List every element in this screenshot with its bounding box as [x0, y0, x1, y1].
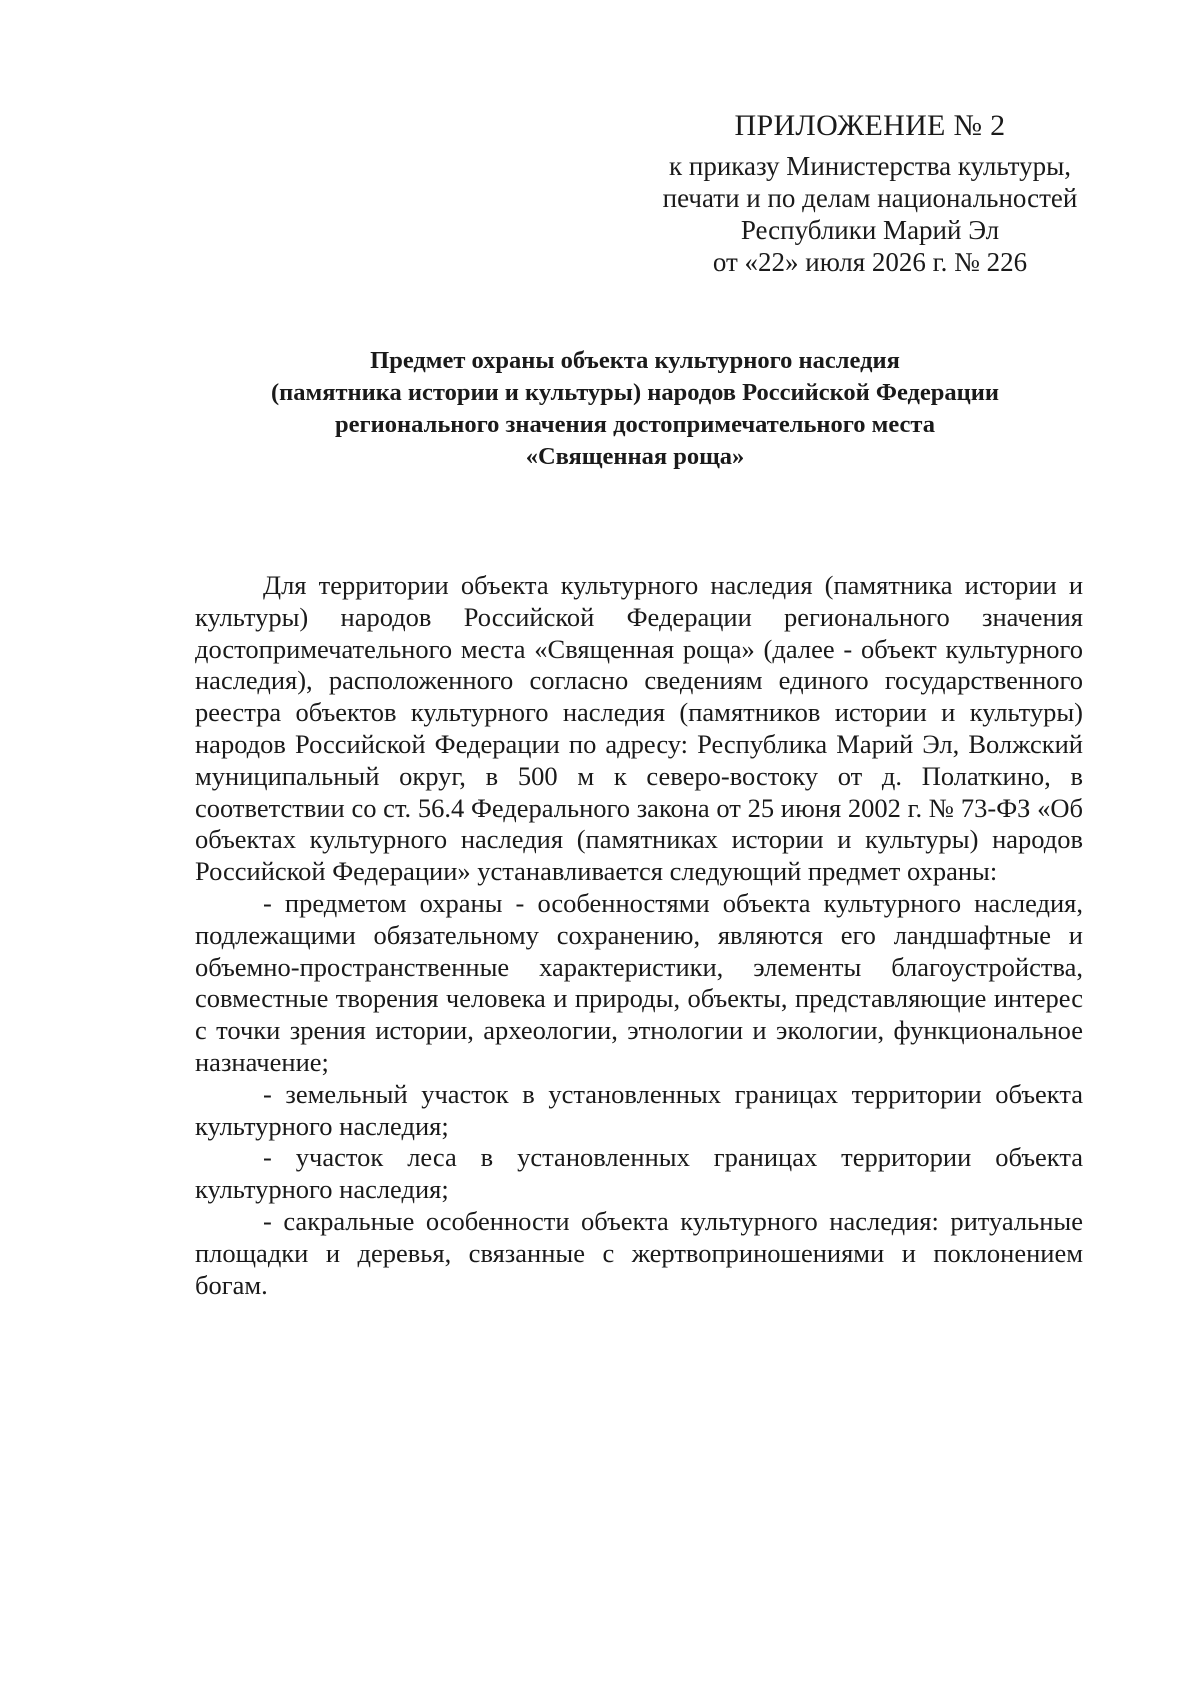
appendix-line-1: к приказу Министерства культуры, [669, 151, 1071, 181]
title-line-3: регионального значения достопримечательного места [335, 411, 935, 438]
appendix-header [640, 108, 1100, 278]
document-title [180, 345, 1090, 473]
document-body [195, 570, 1083, 1301]
intro-paragraph: Для территории объекта культурного наследия (памятника истории и культуры) народов Российской Федерации регионального значения достопримечательного места «Священная роща» (далее - объект культурного наследия), расположенного согласно сведениям единого государственного реестра объектов культурного наследия (памятников истории и культуры) народов Российской Федерации по адресу: Республика Марий Эл, Волжский муниципальный округ, в 500 м к северо-востоку от д. Полаткино, в соответствии со ст. 56.4 Федерального закона от 25 июня 2002 г. № 73-ФЗ «Об объектах культурного наследия (памятниках истории и культуры) народов Российской Федерации» устанавливается следующий предмет охраны: [195, 570, 1083, 887]
appendix-line-3: Республики Марий Эл [740, 215, 1000, 245]
list-item: - земельный участок в установленных границах территории объекта культурного наследия; [195, 1078, 1083, 1141]
title-line-4: «Священная роща» [525, 443, 745, 470]
list-item: - предметом охраны - особенностями объекта культурного наследия, подлежащими обязательному сохранению, являются его ландшафтные и объемно-пространственные характеристики, элементы благоустройства, совместные творения человека и природы, объекты, представляющие интерес с точки зрения истории, археологии, этнологии и экологии, функциональное назначение; [195, 887, 1083, 1077]
title-line-2: (памятника истории и культуры) народов Российской Федерации [271, 379, 999, 406]
list-item: - участок леса в установленных границах территории объекта культурного наследия; [195, 1142, 1083, 1205]
appendix-line-2: печати и по делам национальностей [662, 183, 1078, 213]
title-line-1: Предмет охраны объекта культурного наследия [370, 347, 900, 374]
appendix-title: ПРИЛОЖЕНИЕ № 2 [734, 109, 1006, 142]
appendix-line-4: от «22» июля 2026 г. № 226 [712, 247, 1028, 277]
list-item: - сакральные особенности объекта культурного наследия: ритуальные площадки и деревья, связанные с жертвоприношениями и поклонением богам. [195, 1205, 1083, 1300]
